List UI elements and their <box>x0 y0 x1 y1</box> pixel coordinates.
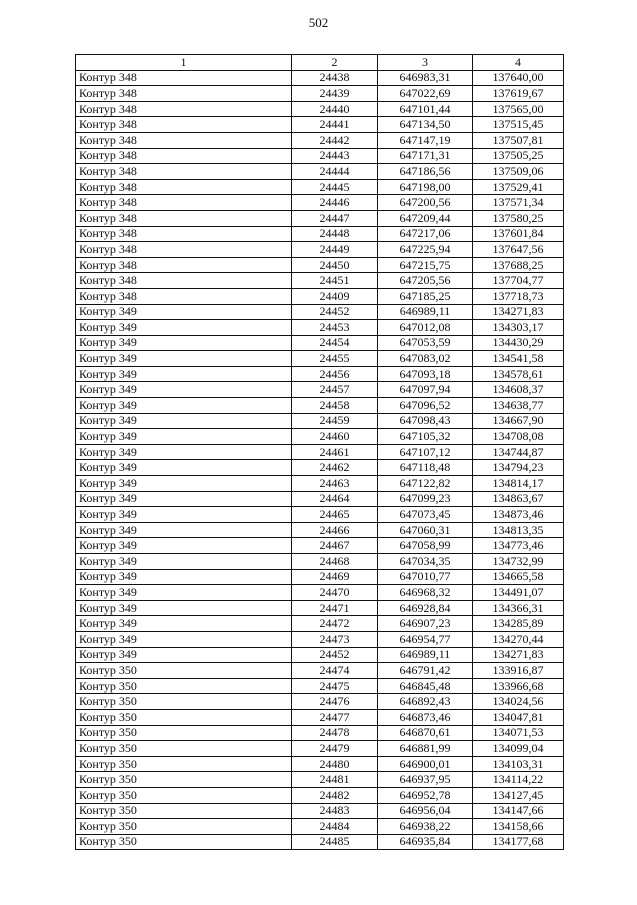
x-coordinate-cell: 646900,01 <box>378 756 473 772</box>
contour-name-cell: Контур 350 <box>76 803 292 819</box>
y-coordinate-cell: 137509,06 <box>473 164 564 180</box>
contour-name-cell: Контур 348 <box>76 288 292 304</box>
point-number-cell: 24478 <box>292 725 378 741</box>
x-coordinate-cell: 646968,32 <box>378 585 473 601</box>
table-row <box>76 382 564 398</box>
table-row <box>76 819 564 835</box>
contour-name-cell: Контур 348 <box>76 164 292 180</box>
contour-name-cell: Контур 348 <box>76 195 292 211</box>
page-number: 502 <box>308 15 329 30</box>
y-coordinate-cell: 134430,29 <box>473 335 564 351</box>
table-row <box>76 164 564 180</box>
table-row <box>76 132 564 148</box>
x-coordinate-cell: 647200,56 <box>378 195 473 211</box>
point-number-cell: 24439 <box>292 86 378 102</box>
x-coordinate-cell: 647209,44 <box>378 210 473 226</box>
table-row <box>76 460 564 476</box>
y-coordinate-cell: 137580,25 <box>473 210 564 226</box>
contour-name-cell: Контур 350 <box>76 678 292 694</box>
y-coordinate-cell: 137619,67 <box>473 86 564 102</box>
point-number-cell: 24481 <box>292 772 378 788</box>
point-number-cell: 24482 <box>292 787 378 803</box>
point-number-cell: 24480 <box>292 756 378 772</box>
y-coordinate-cell: 134665,58 <box>473 569 564 585</box>
x-coordinate-cell: 646892,43 <box>378 694 473 710</box>
y-coordinate-cell: 137529,41 <box>473 179 564 195</box>
y-coordinate-cell: 133966,68 <box>473 678 564 694</box>
table-row <box>76 631 564 647</box>
y-coordinate-cell: 134177,68 <box>473 834 564 850</box>
table-row <box>76 725 564 741</box>
table-row <box>76 444 564 460</box>
x-coordinate-cell: 647098,43 <box>378 413 473 429</box>
point-number-cell: 24459 <box>292 413 378 429</box>
y-coordinate-cell: 134114,22 <box>473 772 564 788</box>
point-number-cell: 24467 <box>292 538 378 554</box>
x-coordinate-cell: 647118,48 <box>378 460 473 476</box>
table-row <box>76 694 564 710</box>
y-coordinate-cell: 134271,83 <box>473 304 564 320</box>
x-coordinate-cell: 647097,94 <box>378 382 473 398</box>
x-coordinate-cell: 646873,46 <box>378 709 473 725</box>
y-coordinate-cell: 134863,67 <box>473 491 564 507</box>
y-coordinate-cell: 134541,58 <box>473 351 564 367</box>
contour-name-cell: Контур 348 <box>76 117 292 133</box>
y-coordinate-cell: 134813,35 <box>473 522 564 538</box>
contour-name-cell: Контур 350 <box>76 819 292 835</box>
column-header-2: 2 <box>292 55 378 71</box>
table-row <box>76 195 564 211</box>
contour-name-cell: Контур 349 <box>76 398 292 414</box>
contour-name-cell: Контур 350 <box>76 741 292 757</box>
y-coordinate-cell: 134732,99 <box>473 554 564 570</box>
contour-name-cell: Контур 348 <box>76 226 292 242</box>
point-number-cell: 24477 <box>292 709 378 725</box>
x-coordinate-cell: 647034,35 <box>378 554 473 570</box>
contour-name-cell: Контур 349 <box>76 335 292 351</box>
y-coordinate-cell: 137647,56 <box>473 242 564 258</box>
point-number-cell: 24475 <box>292 678 378 694</box>
table-row <box>76 335 564 351</box>
x-coordinate-cell: 647122,82 <box>378 476 473 492</box>
coordinates-table <box>75 54 564 850</box>
x-coordinate-cell: 647012,08 <box>378 320 473 336</box>
point-number-cell: 24452 <box>292 304 378 320</box>
x-coordinate-cell: 647217,06 <box>378 226 473 242</box>
table-row <box>76 351 564 367</box>
x-coordinate-cell: 646870,61 <box>378 725 473 741</box>
x-coordinate-cell: 647099,23 <box>378 491 473 507</box>
x-coordinate-cell: 646928,84 <box>378 600 473 616</box>
x-coordinate-cell: 647010,77 <box>378 569 473 585</box>
point-number-cell: 24466 <box>292 522 378 538</box>
table-row <box>76 429 564 445</box>
contour-name-cell: Контур 349 <box>76 538 292 554</box>
contour-name-cell: Контур 350 <box>76 834 292 850</box>
point-number-cell: 24473 <box>292 631 378 647</box>
table-row <box>76 70 564 86</box>
contour-name-cell: Контур 349 <box>76 351 292 367</box>
contour-name-cell: Контур 348 <box>76 242 292 258</box>
y-coordinate-cell: 137565,00 <box>473 101 564 117</box>
contour-name-cell: Контур 350 <box>76 663 292 679</box>
table-row <box>76 678 564 694</box>
table-row <box>76 538 564 554</box>
table-row <box>76 257 564 273</box>
y-coordinate-cell: 134608,37 <box>473 382 564 398</box>
y-coordinate-cell: 134127,45 <box>473 787 564 803</box>
x-coordinate-cell: 647186,56 <box>378 164 473 180</box>
y-coordinate-cell: 134024,56 <box>473 694 564 710</box>
contour-name-cell: Контур 349 <box>76 476 292 492</box>
point-number-cell: 24444 <box>292 164 378 180</box>
table-row <box>76 787 564 803</box>
column-header-3: 3 <box>378 55 473 71</box>
table-row <box>76 413 564 429</box>
x-coordinate-cell: 647073,45 <box>378 507 473 523</box>
table-row <box>76 772 564 788</box>
x-coordinate-cell: 647083,02 <box>378 351 473 367</box>
table-row <box>76 522 564 538</box>
x-coordinate-cell: 647205,56 <box>378 273 473 289</box>
contour-name-cell: Контур 349 <box>76 616 292 632</box>
contour-name-cell: Контур 349 <box>76 554 292 570</box>
point-number-cell: 24457 <box>292 382 378 398</box>
point-number-cell: 24446 <box>292 195 378 211</box>
table-row <box>76 476 564 492</box>
point-number-cell: 24460 <box>292 429 378 445</box>
contour-name-cell: Контур 349 <box>76 429 292 445</box>
point-number-cell: 24479 <box>292 741 378 757</box>
x-coordinate-cell: 646845,48 <box>378 678 473 694</box>
point-number-cell: 24441 <box>292 117 378 133</box>
table-row <box>76 148 564 164</box>
point-number-cell: 24469 <box>292 569 378 585</box>
contour-name-cell: Контур 349 <box>76 413 292 429</box>
contour-name-cell: Контур 349 <box>76 647 292 663</box>
table-row <box>76 569 564 585</box>
x-coordinate-cell: 647185,25 <box>378 288 473 304</box>
table-row <box>76 600 564 616</box>
y-coordinate-cell: 134103,31 <box>473 756 564 772</box>
contour-name-cell: Контур 349 <box>76 522 292 538</box>
contour-name-cell: Контур 348 <box>76 101 292 117</box>
x-coordinate-cell: 646881,99 <box>378 741 473 757</box>
point-number-cell: 24454 <box>292 335 378 351</box>
table-row <box>76 554 564 570</box>
point-number-cell: 24465 <box>292 507 378 523</box>
point-number-cell: 24456 <box>292 366 378 382</box>
point-number-cell: 24471 <box>292 600 378 616</box>
x-coordinate-cell: 646989,11 <box>378 304 473 320</box>
y-coordinate-cell: 134873,46 <box>473 507 564 523</box>
y-coordinate-cell: 134303,17 <box>473 320 564 336</box>
point-number-cell: 24462 <box>292 460 378 476</box>
table-row <box>76 756 564 772</box>
point-number-cell: 24484 <box>292 819 378 835</box>
point-number-cell: 24470 <box>292 585 378 601</box>
y-coordinate-cell: 137688,25 <box>473 257 564 273</box>
y-coordinate-cell: 137640,00 <box>473 70 564 86</box>
contour-name-cell: Контур 349 <box>76 491 292 507</box>
x-coordinate-cell: 647171,31 <box>378 148 473 164</box>
table-row <box>76 616 564 632</box>
contour-name-cell: Контур 348 <box>76 148 292 164</box>
contour-name-cell: Контур 349 <box>76 382 292 398</box>
point-number-cell: 24445 <box>292 179 378 195</box>
y-coordinate-cell: 134285,89 <box>473 616 564 632</box>
point-number-cell: 24409 <box>292 288 378 304</box>
x-coordinate-cell: 647096,52 <box>378 398 473 414</box>
contour-name-cell: Контур 348 <box>76 257 292 273</box>
point-number-cell: 24468 <box>292 554 378 570</box>
y-coordinate-cell: 134270,44 <box>473 631 564 647</box>
x-coordinate-cell: 647058,99 <box>378 538 473 554</box>
table-row <box>76 709 564 725</box>
y-coordinate-cell: 134366,31 <box>473 600 564 616</box>
x-coordinate-cell: 646937,95 <box>378 772 473 788</box>
y-coordinate-cell: 137515,45 <box>473 117 564 133</box>
y-coordinate-cell: 133916,87 <box>473 663 564 679</box>
x-coordinate-cell: 647053,59 <box>378 335 473 351</box>
y-coordinate-cell: 134794,23 <box>473 460 564 476</box>
contour-name-cell: Контур 348 <box>76 179 292 195</box>
x-coordinate-cell: 646791,42 <box>378 663 473 679</box>
point-number-cell: 24450 <box>292 257 378 273</box>
point-number-cell: 24485 <box>292 834 378 850</box>
table-header-row <box>76 55 564 71</box>
contour-name-cell: Контур 349 <box>76 585 292 601</box>
y-coordinate-cell: 134744,87 <box>473 444 564 460</box>
x-coordinate-cell: 647060,31 <box>378 522 473 538</box>
table-row <box>76 663 564 679</box>
y-coordinate-cell: 134147,66 <box>473 803 564 819</box>
contour-name-cell: Контур 350 <box>76 772 292 788</box>
x-coordinate-cell: 647198,00 <box>378 179 473 195</box>
x-coordinate-cell: 647105,32 <box>378 429 473 445</box>
table-row <box>76 585 564 601</box>
contour-name-cell: Контур 349 <box>76 460 292 476</box>
table-row <box>76 117 564 133</box>
table-row <box>76 398 564 414</box>
y-coordinate-cell: 137571,34 <box>473 195 564 211</box>
table-row <box>76 242 564 258</box>
column-header-4: 4 <box>473 55 564 71</box>
point-number-cell: 24458 <box>292 398 378 414</box>
point-number-cell: 24464 <box>292 491 378 507</box>
contour-name-cell: Контур 348 <box>76 86 292 102</box>
contour-name-cell: Контур 348 <box>76 70 292 86</box>
table-row <box>76 320 564 336</box>
x-coordinate-cell: 646983,31 <box>378 70 473 86</box>
y-coordinate-cell: 134158,66 <box>473 819 564 835</box>
y-coordinate-cell: 134578,61 <box>473 366 564 382</box>
point-number-cell: 24474 <box>292 663 378 679</box>
table-row <box>76 86 564 102</box>
contour-name-cell: Контур 348 <box>76 132 292 148</box>
contour-name-cell: Контур 348 <box>76 210 292 226</box>
point-number-cell: 24472 <box>292 616 378 632</box>
x-coordinate-cell: 646907,23 <box>378 616 473 632</box>
contour-name-cell: Контур 349 <box>76 631 292 647</box>
x-coordinate-cell: 647134,50 <box>378 117 473 133</box>
y-coordinate-cell: 134638,77 <box>473 398 564 414</box>
contour-name-cell: Контур 350 <box>76 694 292 710</box>
x-coordinate-cell: 647093,18 <box>378 366 473 382</box>
point-number-cell: 24442 <box>292 132 378 148</box>
y-coordinate-cell: 134047,81 <box>473 709 564 725</box>
contour-name-cell: Контур 349 <box>76 320 292 336</box>
y-coordinate-cell: 137704,77 <box>473 273 564 289</box>
x-coordinate-cell: 646956,04 <box>378 803 473 819</box>
contour-name-cell: Контур 350 <box>76 787 292 803</box>
point-number-cell: 24447 <box>292 210 378 226</box>
y-coordinate-cell: 137601,84 <box>473 226 564 242</box>
x-coordinate-cell: 646954,77 <box>378 631 473 647</box>
contour-name-cell: Контур 349 <box>76 366 292 382</box>
point-number-cell: 24440 <box>292 101 378 117</box>
point-number-cell: 24461 <box>292 444 378 460</box>
x-coordinate-cell: 647147,19 <box>378 132 473 148</box>
y-coordinate-cell: 137507,81 <box>473 132 564 148</box>
y-coordinate-cell: 134071,53 <box>473 725 564 741</box>
y-coordinate-cell: 137718,73 <box>473 288 564 304</box>
point-number-cell: 24453 <box>292 320 378 336</box>
x-coordinate-cell: 647101,44 <box>378 101 473 117</box>
table-row <box>76 179 564 195</box>
table-row <box>76 304 564 320</box>
x-coordinate-cell: 646952,78 <box>378 787 473 803</box>
contour-name-cell: Контур 349 <box>76 304 292 320</box>
x-coordinate-cell: 647225,94 <box>378 242 473 258</box>
y-coordinate-cell: 134491,07 <box>473 585 564 601</box>
table-row <box>76 210 564 226</box>
contour-name-cell: Контур 349 <box>76 600 292 616</box>
contour-name-cell: Контур 350 <box>76 725 292 741</box>
x-coordinate-cell: 646938,22 <box>378 819 473 835</box>
x-coordinate-cell: 647107,12 <box>378 444 473 460</box>
point-number-cell: 24448 <box>292 226 378 242</box>
table-row <box>76 491 564 507</box>
column-header-1: 1 <box>76 55 292 71</box>
contour-name-cell: Контур 349 <box>76 444 292 460</box>
table-row <box>76 647 564 663</box>
y-coordinate-cell: 134708,08 <box>473 429 564 445</box>
point-number-cell: 24451 <box>292 273 378 289</box>
y-coordinate-cell: 134271,83 <box>473 647 564 663</box>
y-coordinate-cell: 134099,04 <box>473 741 564 757</box>
point-number-cell: 24443 <box>292 148 378 164</box>
point-number-cell: 24483 <box>292 803 378 819</box>
table-row <box>76 741 564 757</box>
table-row <box>76 226 564 242</box>
table-row <box>76 288 564 304</box>
y-coordinate-cell: 137505,25 <box>473 148 564 164</box>
table-row <box>76 834 564 850</box>
x-coordinate-cell: 647022,69 <box>378 86 473 102</box>
contour-name-cell: Контур 350 <box>76 709 292 725</box>
table-row <box>76 273 564 289</box>
point-number-cell: 24449 <box>292 242 378 258</box>
y-coordinate-cell: 134667,90 <box>473 413 564 429</box>
point-number-cell: 24438 <box>292 70 378 86</box>
x-coordinate-cell: 647215,75 <box>378 257 473 273</box>
table-row <box>76 507 564 523</box>
table-row <box>76 803 564 819</box>
y-coordinate-cell: 134773,46 <box>473 538 564 554</box>
contour-name-cell: Контур 350 <box>76 756 292 772</box>
point-number-cell: 24455 <box>292 351 378 367</box>
table-row <box>76 366 564 382</box>
point-number-cell: 24463 <box>292 476 378 492</box>
contour-name-cell: Контур 349 <box>76 569 292 585</box>
table-row <box>76 101 564 117</box>
x-coordinate-cell: 646935,84 <box>378 834 473 850</box>
y-coordinate-cell: 134814,17 <box>473 476 564 492</box>
point-number-cell: 24476 <box>292 694 378 710</box>
contour-name-cell: Контур 349 <box>76 507 292 523</box>
point-number-cell: 24452 <box>292 647 378 663</box>
x-coordinate-cell: 646989,11 <box>378 647 473 663</box>
contour-name-cell: Контур 348 <box>76 273 292 289</box>
